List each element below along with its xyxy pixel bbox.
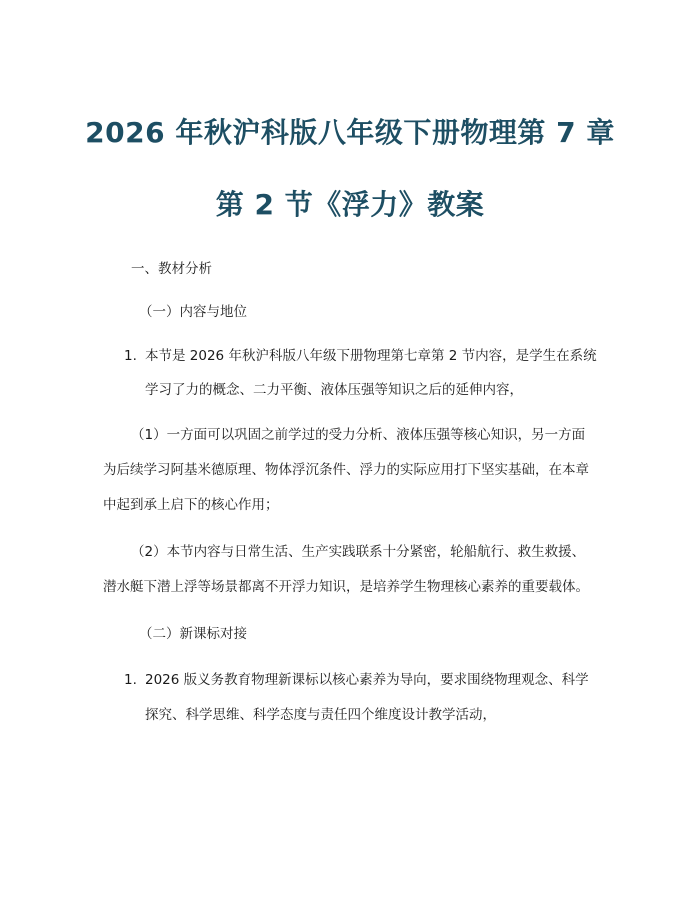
paragraph-line: 潜水艇下潜上浮等场景都离不开浮力知识，是培养学生物理核心素养的重要载体。 xyxy=(103,579,589,595)
list-item-number: 1. xyxy=(124,672,137,688)
list-item-text-line: 学习了力的概念、二力平衡、液体压强等知识之后的延伸内容， xyxy=(145,382,523,398)
document-title-line2: 第 2 节《浮力》教案 xyxy=(215,188,485,221)
list-item-text-line: 探究、科学思维、科学态度与责任四个维度设计教学活动， xyxy=(145,707,496,723)
document-title-line1: 2026 年秋沪科版八年级下册物理第 7 章 xyxy=(85,116,615,149)
list-item-text-line: 2026 版义务教育物理新课标以核心素养为导向，要求围绕物理观念、科学 xyxy=(145,672,589,688)
list-item-text-line: 本节是 2026 年秋沪科版八年级下册物理第七章第 2 节内容，是学生在系统 xyxy=(145,348,597,364)
list-item-number: 1. xyxy=(124,348,137,364)
paragraph-line: 为后续学习阿基米德原理、物体浮沉条件、浮力的实际应用打下坚实基础，在本章 xyxy=(103,462,589,478)
section-heading-textbook-analysis: 一、教材分析 xyxy=(131,261,212,277)
paragraph-line: 中起到承上启下的核心作用； xyxy=(103,497,279,513)
paragraph-line: （2）本节内容与日常生活、生产实践联系十分紧密，轮船航行、救生救援、 xyxy=(131,544,586,560)
paragraph-line: （1）一方面可以巩固之前学过的受力分析、液体压强等核心知识，另一方面 xyxy=(131,427,586,443)
subsection-heading-curriculum: （二）新课标对接 xyxy=(139,626,247,642)
subsection-heading-content-position: （一）内容与地位 xyxy=(139,304,247,320)
